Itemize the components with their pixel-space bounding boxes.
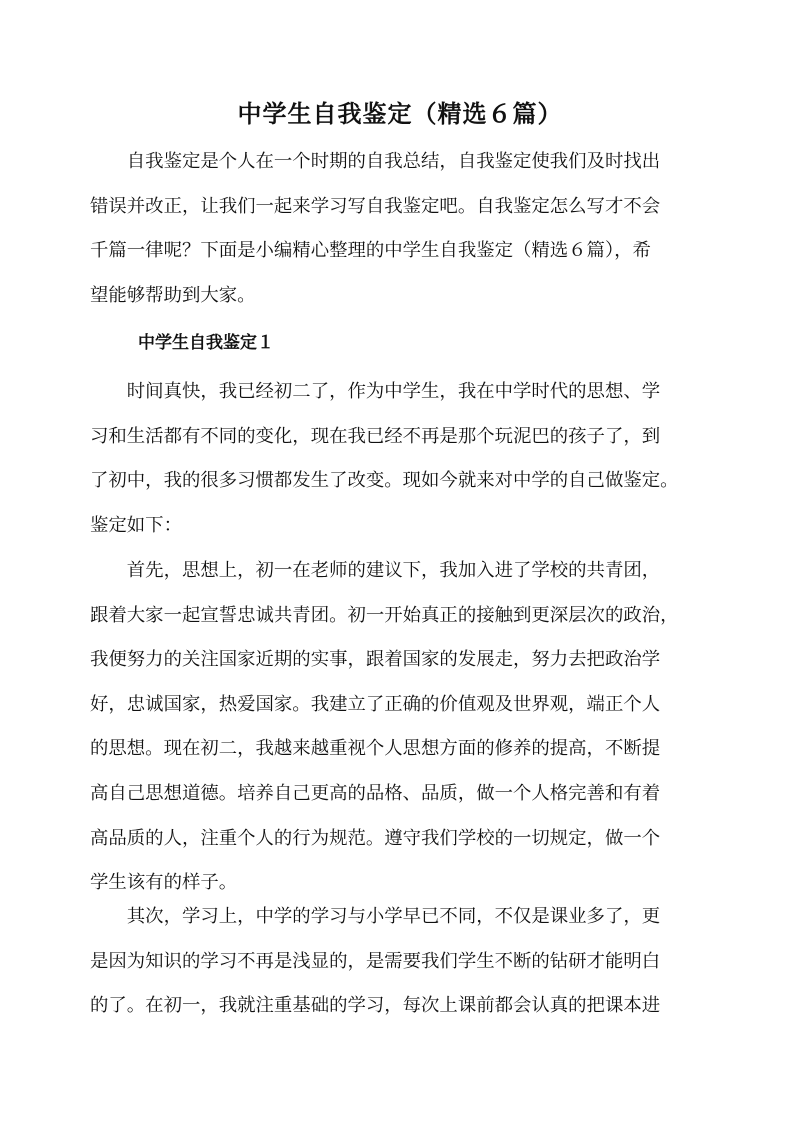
text-line: 望能够帮助到大家。 [90, 284, 256, 306]
document-title: 中学生自我鉴定（精选６篇） [237, 99, 563, 128]
text-line: 自我鉴定是个人在一个时期的自我总结，自我鉴定使我们及时找出 [90, 151, 661, 172]
text-line: 错误并改正，让我们一起来学习写自我鉴定吧。自我鉴定怎么写才不会 [90, 195, 661, 217]
text-line: 是因为知识的学习不再是浅显的，是需要我们学生不断的钻研才能明白 [90, 950, 661, 972]
text-line: 的思想。现在初二，我越来越重视个人思想方面的修养的提高，不断提 [90, 738, 661, 760]
text-line: 千篇一律呢？下面是小编精心整理的中学生自我鉴定（精选６篇），希 [90, 240, 651, 262]
text-line: 高自己思想道德。培养自己更高的品格、品质，做一个人格完善和有着 [90, 782, 661, 804]
text-line: 学生该有的样子。 [90, 872, 238, 894]
text-line: 时间真快，我已经初二了，作为中学生，我在中学时代的思想、学 [90, 381, 661, 402]
paragraph-2 [90, 549, 710, 906]
paragraph-3 [90, 895, 710, 1029]
text-line: 首先，思想上，初一在老师的建议下，我加入进了学校的共青团， [90, 560, 661, 581]
intro-paragraph [90, 140, 710, 318]
text-line: 习和生活都有不同的变化，现在我已经不再是那个玩泥巴的孩子了，到 [90, 425, 661, 447]
text-line: 了初中，我的很多习惯都发生了改变。现如今就来对中学的自己做鉴定。 [90, 470, 679, 492]
section-heading: 中学生自我鉴定１ [138, 333, 274, 353]
text-line: 其次，学习上，中学的学习与小学早已不同，不仅是课业多了，更 [90, 906, 661, 927]
text-line: 好，忠诚国家，热爱国家。我建立了正确的价值观及世界观，端正个人 [90, 693, 661, 715]
text-line: 跟着大家一起宣誓忠诚共青团。初一开始真正的接触到更深层次的政治， [90, 604, 679, 626]
text-line: 我便努力的关注国家近期的实事，跟着国家的发展走，努力去把政治学 [90, 649, 661, 671]
text-line: 鉴定如下： [90, 514, 182, 536]
paragraph-1 [90, 370, 710, 548]
text-line: 高品质的人，注重个人的行为规范。遵守我们学校的一切规定，做一个 [90, 827, 661, 849]
text-line: 的了。在初一，我就注重基础的学习，每次上课前都会认真的把课本进 [90, 995, 661, 1017]
